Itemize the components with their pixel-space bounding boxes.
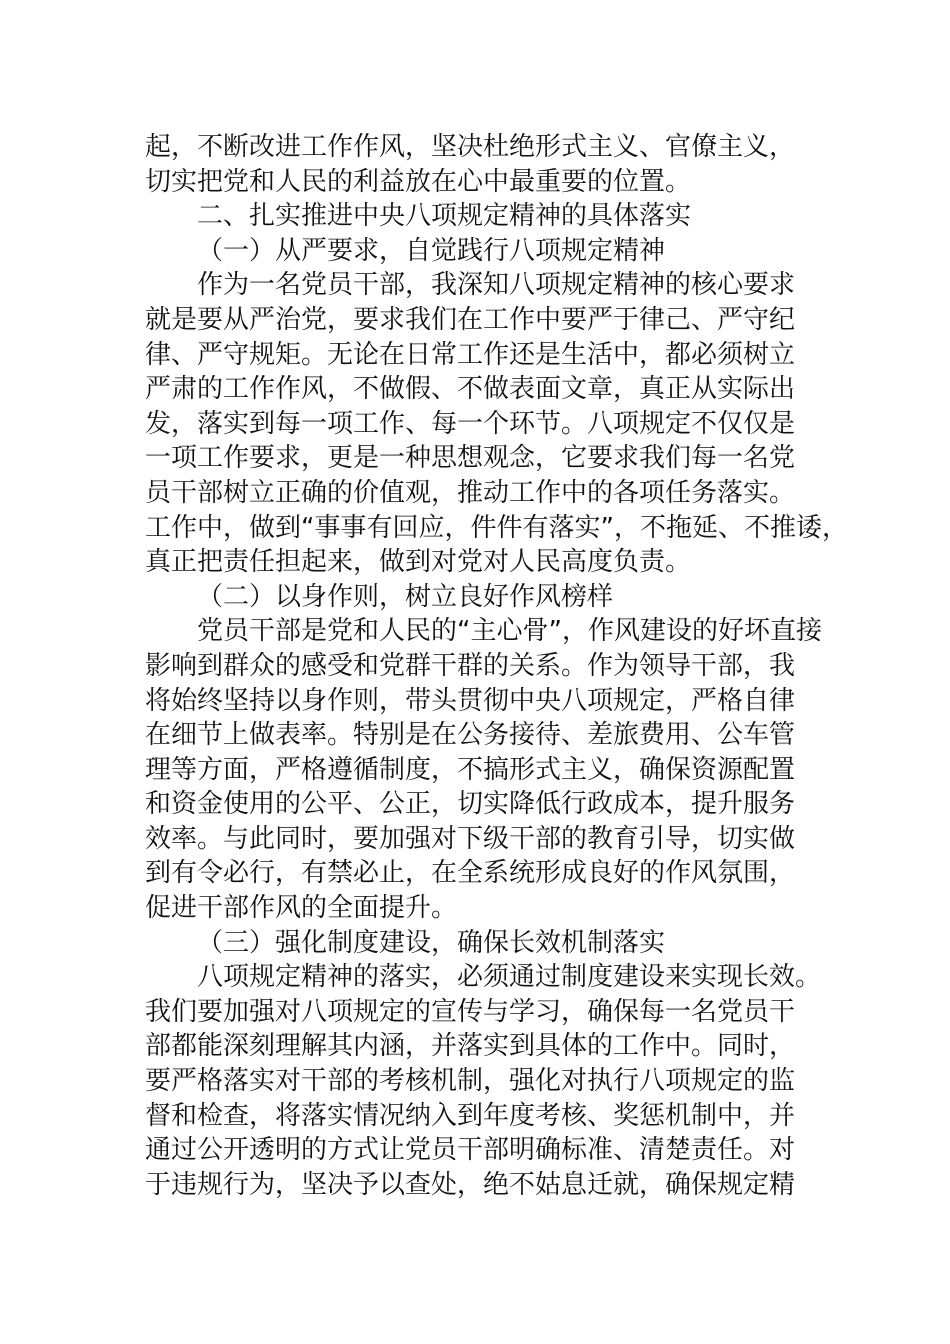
paragraph-line: 部都能深刻理解其内涵，并落实到具体的工作中。同时，: [145, 1031, 796, 1062]
paragraph-line: 在细节上做表率。特别是在公务接待、差旅费用、公车管: [145, 720, 796, 751]
paragraph-line: 严肃的工作作风，不做假、不做表面文章，真正从实际出: [145, 374, 796, 405]
paragraph-line: 理等方面，严格遵循制度，不搞形式主义，确保资源配置: [145, 754, 796, 785]
subsection-heading: （三）强化制度建设，确保长效机制落实: [197, 927, 666, 958]
paragraph-line: 发，落实到每一项工作、每一个环节。八项规定不仅仅是: [145, 408, 796, 439]
paragraph-line: 员干部树立正确的价值观，推动工作中的各项任务落实。: [145, 477, 796, 508]
paragraph-line: 于违规行为，坚决予以查处，绝不姑息迁就，确保规定精: [145, 1169, 796, 1200]
paragraph-line: 效率。与此同时，要加强对下级干部的教育引导，切实做: [145, 823, 796, 854]
paragraph-line: 切实把党和人民的利益放在心中最重要的位置。: [145, 166, 692, 197]
paragraph-line: 将始终坚持以身作则，带头贯彻中央八项规定，严格自律: [145, 685, 796, 716]
paragraph-line: 到有令必行，有禁必止，在全系统形成良好的作风氛围，: [145, 858, 796, 889]
paragraph-line: 律、严守规矩。无论在日常工作还是生活中，都必须树立: [145, 339, 796, 370]
paragraph-line: 党员干部是党和人民的“主心骨”，作风建设的好坏直接: [197, 616, 822, 647]
paragraph-line: 和资金使用的公平、公正，切实降低行政成本，提升服务: [145, 789, 796, 820]
paragraph-line: 起，不断改进工作作风，坚决杜绝形式主义、官僚主义，: [145, 132, 796, 162]
paragraph-line: 要严格落实对干部的考核机制，强化对执行八项规定的监: [145, 1066, 796, 1097]
paragraph-line: 作为一名党员干部，我深知八项规定精神的核心要求: [197, 270, 796, 301]
paragraph-line: 促进干部作风的全面提升。: [145, 893, 458, 924]
paragraph-line: 真正把责任担起来，做到对党对人民高度负责。: [145, 547, 692, 578]
document-body: [145, 130, 848, 1202]
paragraph-line: 就是要从严治党，要求我们在工作中要严于律己、严守纪: [145, 304, 796, 335]
paragraph-line: 一项工作要求，更是一种思想观念，它要求我们每一名党: [145, 443, 796, 474]
paragraph-line: 影响到群众的感受和党群干群的关系。作为领导干部，我: [145, 650, 796, 681]
paragraph-line: 工作中，做到“事事有回应，件件有落实”，不拖延、不推诿，: [145, 512, 848, 543]
paragraph-line: 我们要加强对八项规定的宣传与学习，确保每一名党员干: [145, 996, 796, 1027]
paragraph-line: 督和检查，将落实情况纳入到年度考核、奖惩机制中，并: [145, 1100, 796, 1131]
subsection-heading: （二）以身作则，树立良好作风榜样: [197, 581, 614, 612]
subsection-heading: （一）从严要求，自觉践行八项规定精神: [197, 235, 666, 266]
paragraph-line: 通过公开透明的方式让党员干部明确标准、清楚责任。对: [145, 1135, 796, 1166]
section-heading: 二、扎实推进中央八项规定精神的具体落实: [197, 201, 692, 232]
paragraph-line: 八项规定精神的落实，必须通过制度建设来实现长效。: [197, 962, 822, 993]
